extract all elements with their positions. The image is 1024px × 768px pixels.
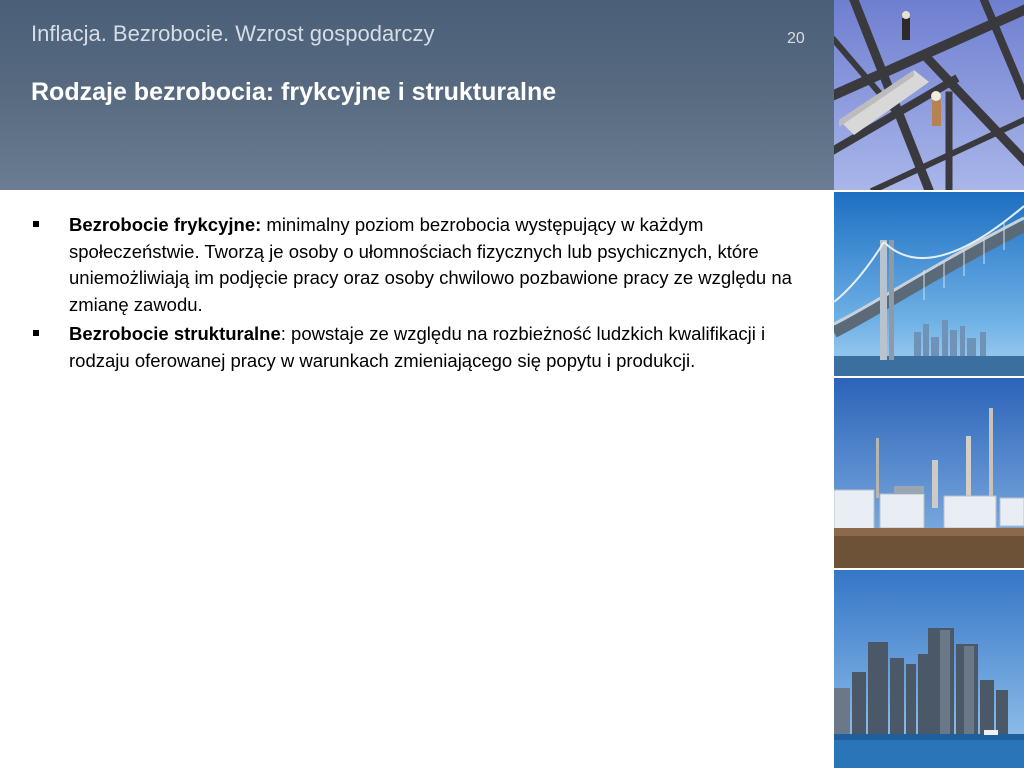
- industrial-refinery-photo: [834, 378, 1024, 568]
- course-title: Inflacja. Bezrobocie. Wzrost gospodarczy: [31, 21, 435, 46]
- city-skyline-photo: [834, 570, 1024, 768]
- slide-header: [0, 0, 834, 190]
- construction-workers-photo: [834, 0, 1024, 190]
- bullet-description: minimalny poziom bezrobocia występujący w każdym społeczeństwie. Tworzą je osoby o ułomnościach fizycznych lub psychicznych, które uniemożliwiają im podjęcie pracy oraz osoby chwilowo pozbawione pracy ze względu na zmianę zawodu.: [69, 214, 792, 315]
- bullet-text: [69, 212, 810, 318]
- slide-title: Rodzaje bezrobocia: frykcyjne i strukturalne: [31, 78, 557, 106]
- suspension-bridge-photo: [834, 192, 1024, 376]
- slide-content: [30, 212, 810, 377]
- bullet-item: [30, 212, 810, 318]
- bullet-text: [69, 321, 810, 374]
- bullet-term: Bezrobocie frykcyjne:: [69, 214, 262, 235]
- slide-number: 20: [787, 30, 805, 47]
- bullet-term: Bezrobocie strukturalne: [69, 323, 281, 344]
- bullet-square-icon: [33, 221, 39, 227]
- photo-strip: [834, 0, 1024, 768]
- bullet-description: : powstaje ze względu na rozbieżność ludzkich kwalifikacji i rodzaju oferowanej pracy w warunkach zmieniającego się popytu i produkcji.: [69, 323, 766, 371]
- bullet-square-icon: [33, 330, 39, 336]
- bullet-item: [30, 321, 810, 374]
